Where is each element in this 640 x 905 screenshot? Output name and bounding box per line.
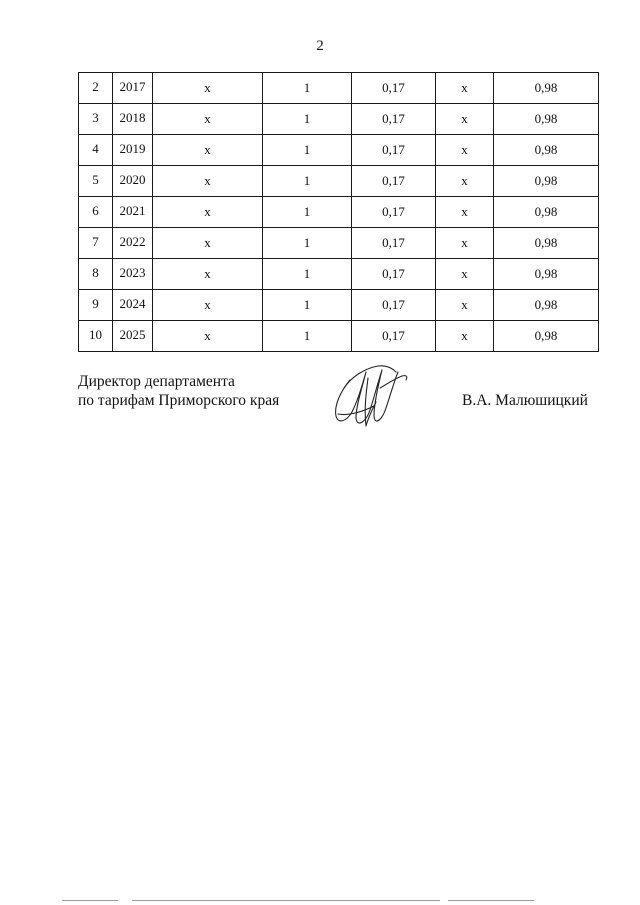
table-row xyxy=(79,228,599,259)
row-number-cell: 7 xyxy=(79,228,113,259)
value-cell-b: 1 xyxy=(263,321,352,352)
year-cell: 2019 xyxy=(113,135,153,166)
value-cell-c: 0,17 xyxy=(352,228,436,259)
value-cell-e: 0,98 xyxy=(494,104,599,135)
year-cell: 2020 xyxy=(113,166,153,197)
year-cell: 2025 xyxy=(113,321,153,352)
row-number-cell: 10 xyxy=(79,321,113,352)
value-cell-b: 1 xyxy=(263,73,352,104)
table-row xyxy=(79,321,599,352)
value-cell-c: 0,17 xyxy=(352,197,436,228)
value-cell-e: 0,98 xyxy=(494,166,599,197)
value-cell-d: x xyxy=(436,73,494,104)
row-number-cell: 3 xyxy=(79,104,113,135)
value-cell-b: 1 xyxy=(263,166,352,197)
year-cell: 2017 xyxy=(113,73,153,104)
page-number: 2 xyxy=(316,38,324,54)
value-cell-a: x xyxy=(153,228,263,259)
value-cell-e: 0,98 xyxy=(494,259,599,290)
value-cell-c: 0,17 xyxy=(352,259,436,290)
row-number-cell: 4 xyxy=(79,135,113,166)
footer-rule-left xyxy=(62,900,118,901)
year-cell: 2018 xyxy=(113,104,153,135)
table-row xyxy=(79,197,599,228)
footer-rule-right xyxy=(448,900,534,901)
value-cell-a: x xyxy=(153,259,263,290)
year-cell: 2023 xyxy=(113,259,153,290)
value-cell-b: 1 xyxy=(263,290,352,321)
signatory-title xyxy=(78,372,279,410)
row-number-cell: 5 xyxy=(79,166,113,197)
value-cell-c: 0,17 xyxy=(352,290,436,321)
row-number-cell: 8 xyxy=(79,259,113,290)
footer-rule-center xyxy=(132,900,440,901)
value-cell-c: 0,17 xyxy=(352,104,436,135)
table-body xyxy=(79,73,599,352)
value-cell-a: x xyxy=(153,73,263,104)
value-cell-e: 0,98 xyxy=(494,197,599,228)
value-cell-b: 1 xyxy=(263,135,352,166)
value-cell-b: 1 xyxy=(263,259,352,290)
value-cell-c: 0,17 xyxy=(352,73,436,104)
table-row xyxy=(79,104,599,135)
value-cell-a: x xyxy=(153,166,263,197)
value-cell-e: 0,98 xyxy=(494,290,599,321)
value-cell-c: 0,17 xyxy=(352,135,436,166)
row-number-cell: 2 xyxy=(79,73,113,104)
table-row xyxy=(79,259,599,290)
value-cell-d: x xyxy=(436,259,494,290)
value-cell-e: 0,98 xyxy=(494,228,599,259)
table-row xyxy=(79,166,599,197)
value-cell-d: x xyxy=(436,104,494,135)
year-cell: 2024 xyxy=(113,290,153,321)
value-cell-d: x xyxy=(436,290,494,321)
value-cell-a: x xyxy=(153,104,263,135)
value-cell-a: x xyxy=(153,290,263,321)
value-cell-d: x xyxy=(436,197,494,228)
table-row xyxy=(79,73,599,104)
value-cell-d: x xyxy=(436,135,494,166)
value-cell-e: 0,98 xyxy=(494,321,599,352)
value-cell-a: x xyxy=(153,321,263,352)
value-cell-b: 1 xyxy=(263,197,352,228)
value-cell-e: 0,98 xyxy=(494,73,599,104)
value-cell-d: x xyxy=(436,166,494,197)
row-number-cell: 6 xyxy=(79,197,113,228)
table-row xyxy=(79,135,599,166)
row-number-cell: 9 xyxy=(79,290,113,321)
value-cell-d: x xyxy=(436,228,494,259)
year-cell: 2021 xyxy=(113,197,153,228)
value-cell-b: 1 xyxy=(263,228,352,259)
value-cell-e: 0,98 xyxy=(494,135,599,166)
value-cell-c: 0,17 xyxy=(352,166,436,197)
value-cell-b: 1 xyxy=(263,104,352,135)
handwritten-signature xyxy=(322,358,412,432)
value-cell-a: x xyxy=(153,135,263,166)
signatory-title-line-1: Директор департамента xyxy=(78,373,235,390)
value-cell-d: x xyxy=(436,321,494,352)
value-cell-c: 0,17 xyxy=(352,321,436,352)
table-row xyxy=(79,290,599,321)
year-cell: 2022 xyxy=(113,228,153,259)
signatory-name: В.А. Малюшицкий xyxy=(462,392,588,409)
tariff-table xyxy=(78,72,599,352)
value-cell-a: x xyxy=(153,197,263,228)
signatory-title-line-2: по тарифам Приморского края xyxy=(78,392,280,409)
